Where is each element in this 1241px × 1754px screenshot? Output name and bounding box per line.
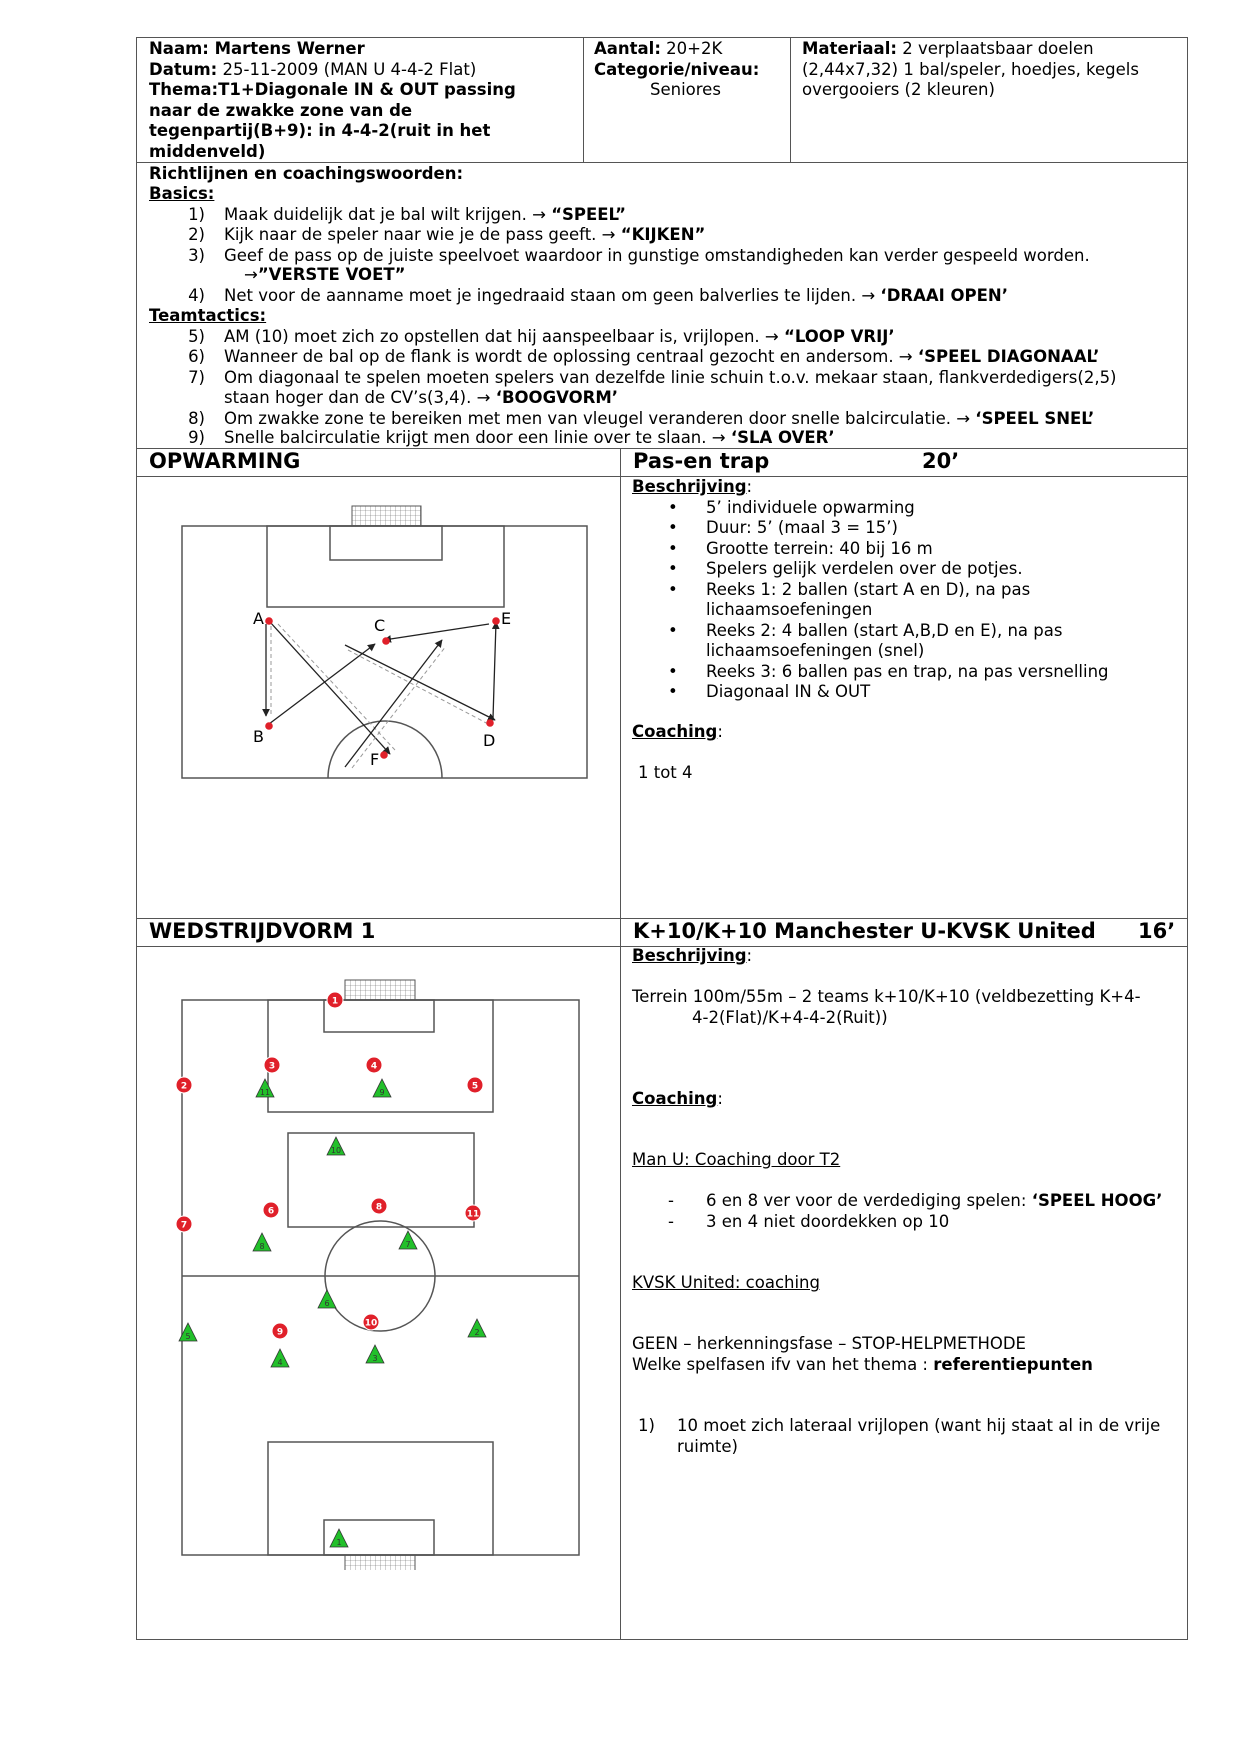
- aantal-value: 20+2K: [660, 39, 723, 58]
- warmup-bullet: • Diagonaal IN & OUT: [706, 682, 870, 703]
- aantal-line: [594, 39, 722, 60]
- green-player-marker: [327, 1137, 345, 1155]
- warmup-duration: 20’: [922, 449, 960, 473]
- pitch-outline: [182, 526, 587, 778]
- pass-arrow: [345, 645, 495, 720]
- manu-dash: -: [668, 1191, 674, 1210]
- svg-text:1: 1: [331, 996, 339, 1007]
- datum-value: 25-11-2009 (MAN U 4-4-2 Flat): [217, 59, 477, 79]
- svg-text:3: 3: [372, 1354, 378, 1363]
- svg-text:5: 5: [185, 1332, 191, 1341]
- welke-line: Welke spelfasen ifv van het thema : referentiepunten: [632, 1354, 1093, 1374]
- svg-text:8: 8: [375, 1202, 383, 1213]
- cone-b: [265, 722, 273, 730]
- match-duration: 16’: [1138, 919, 1176, 943]
- red-player-marker: [263, 1202, 279, 1218]
- label-f: F: [370, 750, 380, 769]
- naam-text: Naam: Martens Werner: [149, 39, 365, 58]
- warmup-bullet: • Reeks 2: 4 ballen (start A,B,D en E), na pas: [706, 621, 1062, 642]
- svg-text:2: 2: [474, 1328, 480, 1337]
- terrein-line-2: 4-2(Flat)/K+4-4-2(Ruit)): [692, 1007, 888, 1027]
- categorie-value: Seniores: [650, 80, 721, 99]
- green-team: [179, 1079, 486, 1547]
- warmup-bullet: • Spelers gelijk verdelen over de potjes.: [706, 559, 1023, 580]
- datum-line: [149, 60, 476, 81]
- svg-text:3: 3: [268, 1061, 276, 1072]
- label-c: C: [374, 616, 386, 635]
- materiaal-line-1: [802, 39, 1094, 60]
- label-a: A: [253, 609, 264, 628]
- geen-line: GEEN – herkenningsfase – STOP-HELPMETHODE: [632, 1334, 1026, 1353]
- red-player-marker: [465, 1205, 481, 1221]
- green-player-marker: [318, 1290, 336, 1308]
- aantal-label: Aantal:: [594, 39, 661, 58]
- basics-title: Basics:: [149, 184, 215, 203]
- point-1-line-2: ruimte): [677, 1436, 738, 1456]
- green-player-marker: [330, 1529, 348, 1547]
- warmup-bullet-continued: lichaamsoefeningen (snel): [706, 641, 925, 660]
- guidelines-title: Richtlijnen en coachingswoorden:: [149, 164, 464, 183]
- materiaal-value-1: 2 verplaatsbaar doelen: [896, 39, 1094, 58]
- kvsk-label: KVSK United: coaching: [632, 1273, 820, 1292]
- pass-arrow: [384, 624, 489, 640]
- warmup-title: OPWARMING: [149, 449, 301, 473]
- materiaal-line-2: (2,44x7,32) 1 bal/speler, hoedjes, kegels: [802, 59, 1139, 79]
- green-player-marker: [366, 1345, 384, 1363]
- svg-text:6: 6: [267, 1206, 275, 1217]
- green-player-marker: [256, 1079, 274, 1097]
- svg-text:1: 1: [336, 1538, 342, 1547]
- warmup-coaching-label: Coaching: [632, 722, 718, 741]
- cone-f: [380, 751, 388, 759]
- manu-item: 3 en 4 niet doordekken op 10: [706, 1211, 950, 1231]
- svg-text:6: 6: [324, 1299, 330, 1308]
- red-player-marker: [272, 1323, 288, 1339]
- svg-text:11: 11: [466, 1209, 480, 1220]
- manu-label: Man U: Coaching door T2: [632, 1150, 841, 1169]
- red-player-marker: [371, 1198, 387, 1214]
- thema-line-1: Thema:T1+Diagonale IN & OUT passing: [149, 80, 516, 99]
- warmup-desc-heading: Beschrijving:: [632, 477, 753, 496]
- red-player-marker: [467, 1077, 483, 1093]
- thema-line-4: middenveld): [149, 141, 266, 161]
- warmup-bullet: • Reeks 1: 2 ballen (start A en D), na pas: [706, 580, 1030, 601]
- svg-text:4: 4: [277, 1358, 283, 1367]
- cone-a: [265, 617, 273, 625]
- cone-d: [486, 719, 494, 727]
- manu-dash: -: [668, 1211, 674, 1231]
- match-exercise: K+10/K+10 Manchester U-KVSK United: [633, 919, 1096, 943]
- top-goal-net: [345, 980, 415, 1000]
- svg-text:7: 7: [180, 1220, 188, 1231]
- svg-text:7: 7: [405, 1240, 411, 1249]
- materiaal-line-3: overgooiers (2 kleuren): [802, 80, 995, 99]
- warmup-bullet: • Grootte terrein: 40 bij 16 m: [706, 539, 933, 560]
- red-player-marker: [264, 1057, 280, 1073]
- red-player-marker: [176, 1077, 192, 1093]
- warmup-bullet-continued: lichaamsoefeningen: [706, 600, 873, 619]
- cone-c: [382, 637, 390, 645]
- warmup-coaching-text: 1 tot 4: [638, 763, 693, 782]
- terrein-line-1: Terrein 100m/55m – 2 teams k+10/K+10 (veldbezetting K+4-: [632, 987, 1141, 1006]
- label-d: D: [483, 731, 496, 750]
- bottom-penalty-box: [268, 1442, 493, 1555]
- green-player-marker: [253, 1233, 271, 1251]
- warmup-bullet: • Duur: 5’ (maal 3 = 15’): [706, 518, 898, 539]
- datum-label: Datum:: [149, 59, 218, 79]
- match-title: WEDSTRIJDVORM 1: [149, 919, 376, 943]
- categorie-label: Categorie/niveau:: [594, 59, 760, 79]
- materiaal-label: Materiaal:: [802, 39, 897, 58]
- run-arrow: [278, 624, 395, 750]
- goal-box: [330, 526, 442, 560]
- label-b: B: [253, 727, 264, 746]
- pass-arrow: [270, 622, 390, 754]
- label-e: E: [501, 609, 512, 628]
- warmup-diagram: [170, 500, 600, 790]
- center-arc: [328, 721, 442, 778]
- red-player-marker: [176, 1216, 192, 1232]
- warmup-desc-label: Beschrijving: [632, 477, 747, 496]
- green-player-marker: [373, 1079, 391, 1097]
- svg-text:5: 5: [471, 1081, 479, 1092]
- thema-line-2: naar de zwakke zone van de: [149, 100, 413, 120]
- point-1-number: 1): [638, 1416, 655, 1435]
- run-arrow: [348, 650, 492, 726]
- match-diagram: [170, 970, 600, 1570]
- green-player-marker: [271, 1349, 289, 1367]
- svg-text:4: 4: [370, 1061, 378, 1072]
- red-player-marker: [363, 1314, 379, 1330]
- pass-arrow: [493, 622, 496, 718]
- manu-item: 6 en 8 ver voor de verdediging spelen: ‘SPEEL HOOG’: [706, 1191, 1163, 1210]
- svg-text:10: 10: [330, 1146, 342, 1155]
- warmup-exercise: Pas-en trap: [633, 449, 770, 473]
- thema-line-3: tegenpartij(B+9): in 4-4-2(ruit in het: [149, 121, 491, 140]
- goal-net: [352, 506, 421, 526]
- svg-text:2: 2: [180, 1081, 188, 1092]
- bottom-goal-net: [345, 1555, 415, 1570]
- teamtactics-title: Teamtactics:: [149, 306, 267, 325]
- match-coaching-heading: Coaching:: [632, 1089, 723, 1108]
- warmup-coaching-heading: Coaching:: [632, 722, 723, 741]
- svg-text:8: 8: [259, 1242, 265, 1251]
- point-1-line-1: 10 moet zich lateraal vrijlopen (want hij staat al in de vrije: [677, 1416, 1161, 1435]
- red-player-marker: [366, 1057, 382, 1073]
- run-arrow: [352, 646, 446, 768]
- match-desc-label: Beschrijving: [632, 946, 747, 965]
- svg-text:9: 9: [379, 1088, 385, 1097]
- svg-text:11: 11: [259, 1088, 271, 1097]
- cone-e: [492, 617, 500, 625]
- match-coaching-label: Coaching: [632, 1089, 718, 1108]
- svg-text:9: 9: [276, 1327, 284, 1338]
- green-player-marker: [468, 1319, 486, 1337]
- warmup-bullet: • Reeks 3: 6 ballen pas en trap, na pas versnelling: [706, 662, 1109, 683]
- warmup-bullet: • 5’ individuele opwarming: [706, 498, 915, 519]
- penalty-box: [267, 526, 504, 607]
- red-team: [176, 992, 483, 1339]
- match-desc-heading: Beschrijving:: [632, 946, 753, 965]
- red-player-marker: [327, 992, 343, 1008]
- svg-text:10: 10: [364, 1318, 378, 1329]
